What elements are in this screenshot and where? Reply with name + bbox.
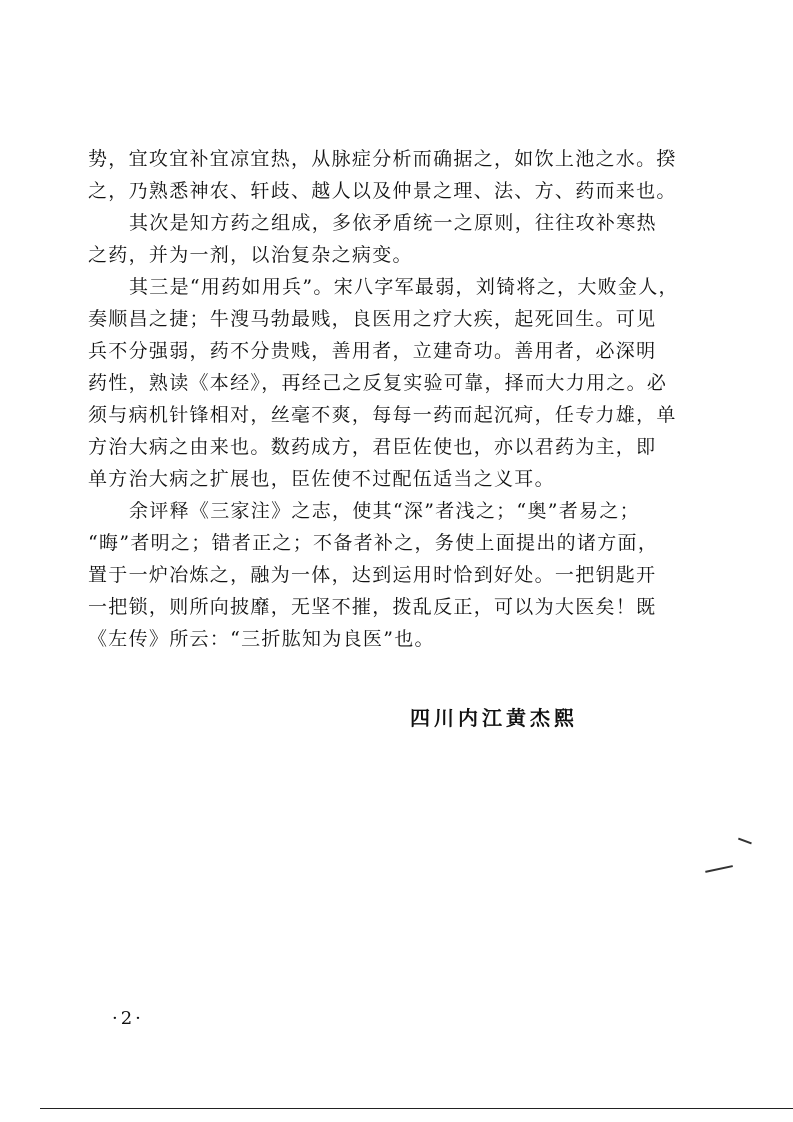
text-line: 其三是“用药如用兵”。宋八字军最弱，刘锜将之，大败金人，: [129, 276, 679, 298]
text-line: “晦”者明之；错者正之；不备者补之，务使上面提出的诸方面，: [88, 532, 659, 554]
text-line: 之药，并为一剂，以治复杂之病变。: [88, 244, 413, 266]
text-line: 其次是知方药之组成，多依矛盾统一之原则，往往攻补寒热: [129, 212, 657, 234]
text-line: 兵不分强弱，药不分贵贱，善用者，立建奇功。善用者，必深明: [88, 340, 657, 362]
text-line: 势，宜攻宜补宜凉宜热，从脉症分析而确据之，如饮上池之水。揆: [88, 148, 677, 170]
text-line: 之，乃熟悉神农、轩歧、越人以及仲景之理、法、方、药而来也。: [88, 180, 677, 202]
text-line: 奏顺昌之捷；牛溲马勃最贱，良医用之疗大疾，起死回生。可见: [88, 308, 657, 330]
scan-mark: [705, 865, 733, 872]
text-line: 《左传》所云：“三折肱知为良医”也。: [88, 628, 435, 650]
scan-mark: [738, 838, 752, 844]
text-line: 一把锁，则所向披靡，无坚不摧，拨乱反正，可以为大医矣！既: [88, 596, 657, 618]
author-signature: 四川内江黄杰熙: [410, 706, 578, 730]
page-number: ·2·: [112, 1008, 144, 1029]
text-line: 余评释《三家注》之志，使其“深”者浅之；“奥”者易之；: [129, 500, 640, 522]
text-line: 单方治大病之扩展也，臣佐使不过配伍适当之义耳。: [88, 468, 555, 490]
bottom-rule: [40, 1108, 793, 1109]
body-text: [88, 143, 688, 655]
text-line: 置于一炉冶炼之，融为一体，达到运用时恰到好处。一把钥匙开: [88, 564, 657, 586]
text-line: 须与病机针锋相对，丝毫不爽，每每一药而起沉疴，任专力雄，单: [88, 404, 677, 426]
text-line: 药性，熟读《本经》，再经己之反复实验可靠，择而大力用之。必: [88, 372, 668, 394]
text-line: 方治大病之由来也。数药成方，君臣佐使也，亦以君药为主，即: [88, 436, 657, 458]
